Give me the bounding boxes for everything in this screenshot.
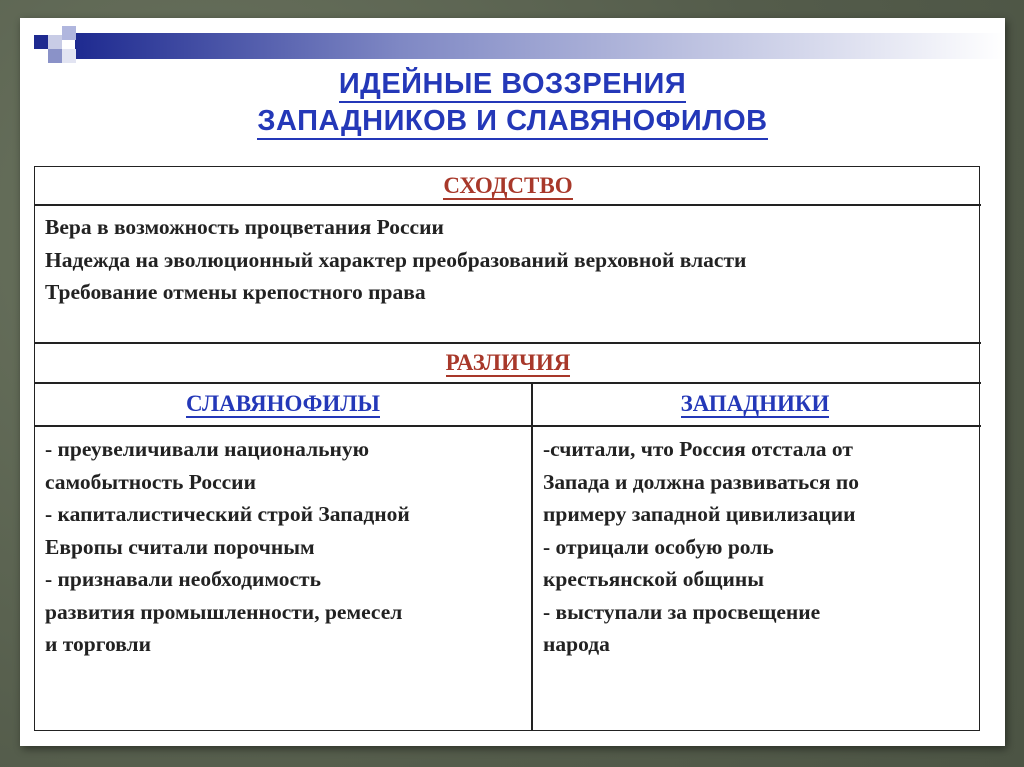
slavophiles-line: - признавали необходимость (45, 567, 321, 591)
slavophiles-header-label: СЛАВЯНОФИЛЫ (185, 391, 381, 416)
title-line-1: ИДЕЙНЫЕ ВОЗЗРЕНИЯ (339, 68, 686, 103)
slide (20, 18, 1005, 746)
similarity-item: Надежда на эволюционный характер преобразований верховной власти (45, 247, 747, 272)
slavophiles-header (35, 383, 531, 425)
similarity-content (45, 211, 975, 339)
differences-header-label: РАЗЛИЧИЯ (445, 350, 571, 375)
title-line-2: ЗАПАДНИКОВ И СЛАВЯНОФИЛОВ (257, 105, 767, 140)
slavophiles-line: Европы считали порочным (45, 534, 315, 559)
westerners-line: - отрицали особую роль (543, 534, 774, 559)
westerners-line: Запада и должна развиваться по (543, 469, 859, 494)
slavophiles-line: самобытность России (45, 469, 256, 494)
comparison-table (34, 166, 980, 731)
slavophiles-line: развития промышленности, ремесел (45, 599, 403, 624)
westerners-line: - выступали за просвещение (543, 599, 821, 624)
slavophiles-line: и торговли (45, 632, 151, 656)
similarity-header (35, 167, 981, 205)
slavophiles-line: - преувеличивали национальную (45, 437, 370, 461)
similarity-item: Требование отмены крепостного права (45, 280, 426, 304)
slavophiles-content (45, 433, 525, 723)
westerners-line: народа (543, 632, 610, 656)
westerners-header-label: ЗАПАДНИКИ (680, 391, 830, 416)
page-title (20, 66, 1005, 140)
westerners-line: -считали, что Россия отстала от (543, 437, 853, 461)
similarity-item: Вера в возможность процветания России (45, 215, 444, 239)
similarity-header-label: СХОДСТВО (443, 173, 573, 198)
differences-header (35, 343, 981, 383)
westerners-content (543, 433, 975, 723)
westerners-header (532, 383, 978, 425)
slavophiles-line: - капиталистический строй Западной (45, 502, 410, 526)
westerners-line: крестьянской общины (543, 567, 765, 591)
westerners-line: примеру западной цивилизации (543, 502, 856, 526)
